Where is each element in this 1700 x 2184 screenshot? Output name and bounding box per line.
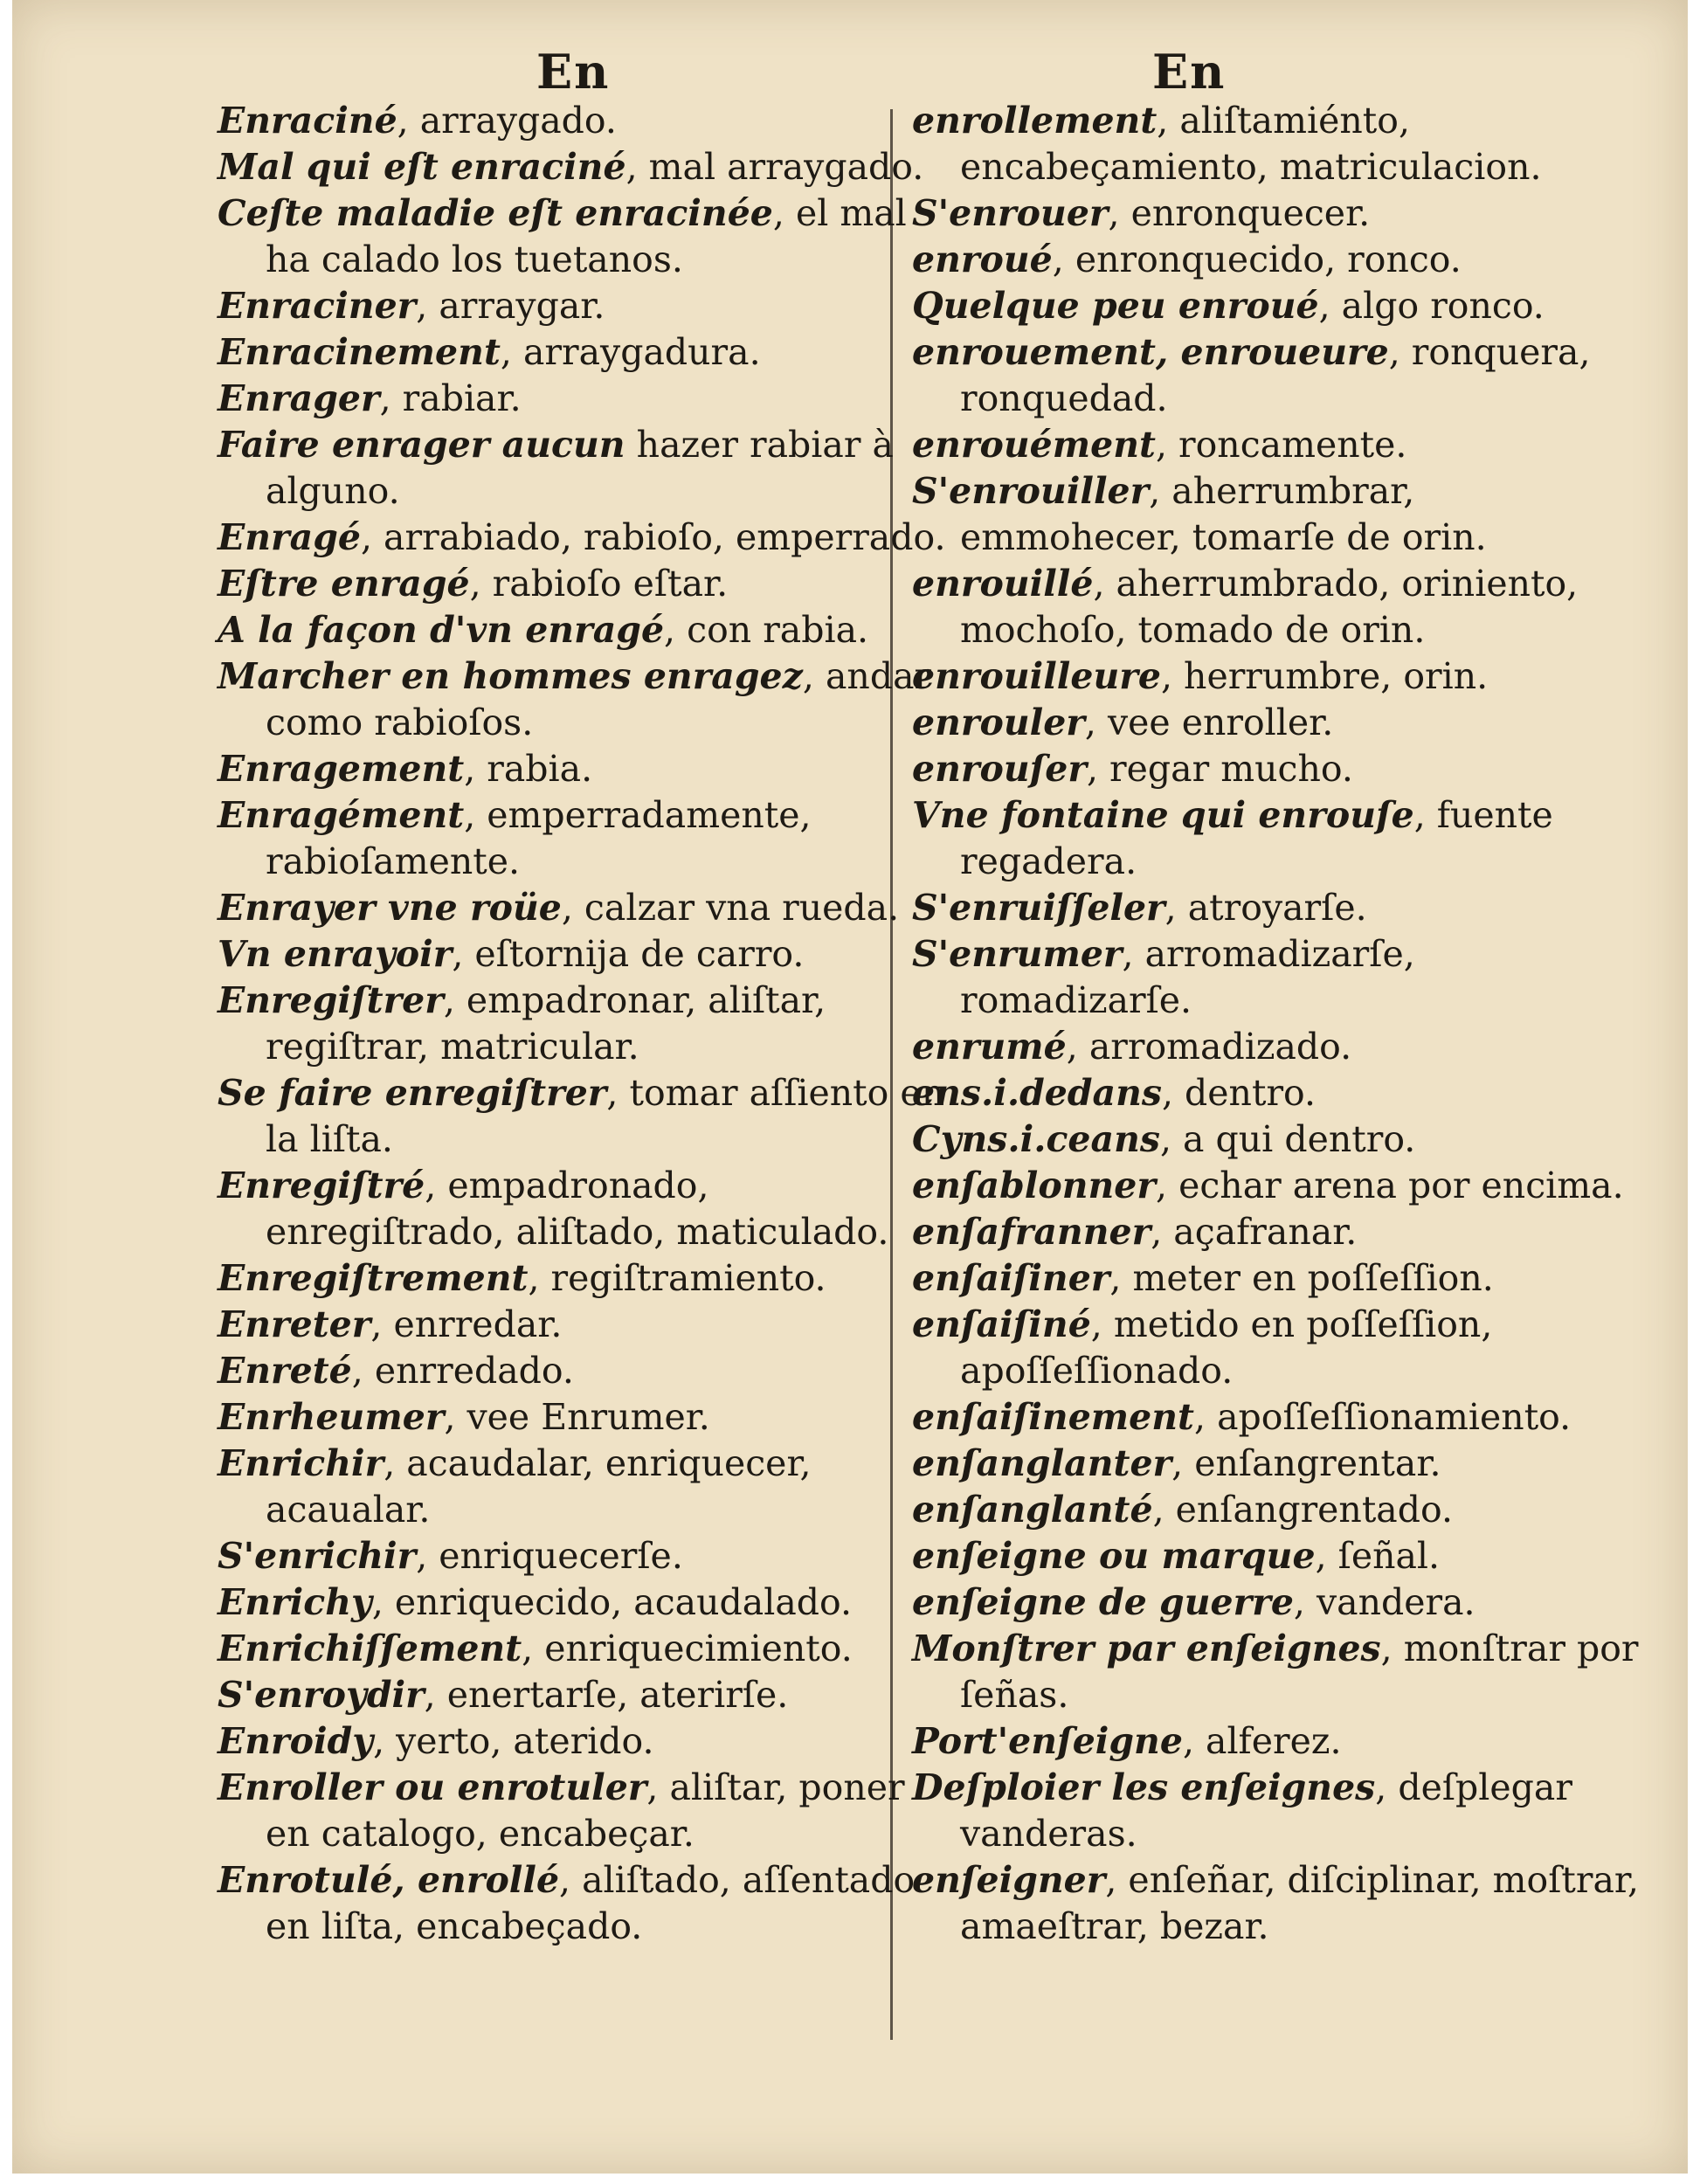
dictionary-entry: [218, 98, 947, 144]
dictionary-entry: [218, 746, 947, 792]
dictionary-entry: [912, 190, 1646, 237]
dictionary-entry: [912, 1857, 1646, 1950]
translation: , regar mucho.: [1086, 748, 1353, 790]
dictionary-entry: [912, 1718, 1646, 1765]
dictionary-entry: [218, 1302, 947, 1348]
dictionary-entry: [218, 1533, 947, 1579]
dictionary-entry: [912, 1626, 1646, 1718]
translation: , vee enroller.: [1084, 702, 1334, 743]
translation: , monſtrar por ſeñas.: [960, 1628, 1639, 1716]
headword: S'enroydir: [218, 1674, 425, 1716]
headword: Enrichir: [218, 1442, 384, 1484]
headword: Quelque peu enroué: [912, 285, 1319, 327]
translation: , regiſtramiento.: [528, 1257, 826, 1299]
headword: Enregiſtrement: [218, 1257, 529, 1299]
dictionary-entry: [218, 190, 947, 283]
dictionary-entry: [912, 1302, 1646, 1394]
dictionary-entry: [218, 978, 947, 1070]
translation: , metido en poſſeſſion, apoſſeſſionado.: [960, 1303, 1493, 1392]
headword: Enrotulé, enrollé: [218, 1859, 560, 1901]
dictionary-entry: [218, 1348, 947, 1394]
dictionary-entry: [218, 792, 947, 885]
translation: , enriquecimiento.: [522, 1628, 853, 1669]
translation: , aliſtado, aſſentado en liſta, encabeçado.: [266, 1859, 916, 1947]
translation: , calzar vna rueda.: [561, 887, 900, 929]
translation: , aliſtar, poner en catalogo, encabeçar.: [266, 1766, 905, 1855]
headword: Mal qui eſt enraciné: [218, 146, 626, 188]
translation: , arraygadura.: [500, 331, 761, 373]
dictionary-entry: [218, 144, 947, 190]
running-header-left: En: [536, 44, 611, 100]
dictionary-entry: [912, 792, 1646, 885]
headword: enroué: [912, 238, 1053, 280]
headword: Enragément: [218, 794, 465, 836]
translation: , a qui dentro.: [1159, 1118, 1416, 1160]
headword: Faire enrager aucun: [218, 424, 625, 466]
dictionary-entry: [218, 376, 947, 422]
headword: enrollement: [912, 100, 1158, 142]
translation: , empadronado, enregiſtrado, aliſtado, maticulado.: [266, 1165, 889, 1253]
translation: , dentro.: [1161, 1072, 1316, 1114]
dictionary-entry: [912, 1765, 1646, 1857]
headword: Ceſte maladie eſt enracinée: [218, 192, 773, 234]
headword: Cyns.i.ceans: [912, 1118, 1160, 1160]
headword: Enrichy: [218, 1581, 372, 1623]
translation: , enertarſe, aterirſe.: [424, 1674, 789, 1716]
headword: enſaiſiner: [912, 1257, 1110, 1299]
translation: , açafranar.: [1151, 1211, 1358, 1253]
translation: , enſeñar, diſciplinar, moſtrar, amaeſtrar, bezar.: [960, 1859, 1640, 1947]
dictionary-entry: [912, 422, 1646, 468]
dictionary-entry: [218, 607, 947, 653]
headword: A la façon d'vn enragé: [218, 609, 665, 651]
dictionary-entry: [218, 283, 947, 329]
dictionary-entry: [912, 329, 1646, 422]
translation: , arromadizado.: [1066, 1026, 1352, 1068]
headword: ens.i.dedans: [912, 1072, 1162, 1114]
translation: , arrabiado, rabioſo, emperrado.: [360, 516, 946, 558]
translation: , arraygado.: [397, 100, 617, 142]
dictionary-entry: [912, 1116, 1646, 1163]
dictionary-entry: [218, 653, 947, 746]
dictionary-entry: [912, 561, 1646, 653]
headword: enſeigne de guerre: [912, 1581, 1294, 1623]
headword: enrouément: [912, 424, 1156, 466]
translation: hazer rabiar à alguno.: [266, 424, 894, 512]
dictionary-entry: [218, 1579, 947, 1626]
translation: , con rabia.: [664, 609, 869, 651]
translation: , acaudalar, enriquecer, acaualar.: [266, 1442, 812, 1531]
translation: , eſtornija de carro.: [452, 933, 805, 975]
headword: Enregiſtrer: [218, 979, 444, 1021]
dictionary-entry: [218, 1718, 947, 1765]
dictionary-entry: [912, 1255, 1646, 1302]
headword: enſaiſinement: [912, 1396, 1194, 1438]
dictionary-entry: [218, 515, 947, 561]
translation: , alferez.: [1182, 1720, 1342, 1762]
headword: S'enrouer: [912, 192, 1109, 234]
dictionary-entry: [912, 700, 1646, 746]
headword: enrouilleure: [912, 655, 1161, 697]
translation: , enrredado.: [351, 1350, 574, 1392]
headword: Enragé: [218, 516, 361, 558]
translation: , andar como rabioſos.: [266, 655, 932, 743]
dictionary-entry: [912, 98, 1646, 190]
headword: enrouillé: [912, 563, 1094, 605]
headword: Enraciné: [218, 100, 397, 142]
translation: , enſangrentado.: [1152, 1489, 1453, 1531]
right-column: [912, 98, 1646, 1950]
headword: Enrheumer: [218, 1396, 445, 1438]
headword: Enrichiſſement: [218, 1628, 522, 1669]
dictionary-entry: [912, 931, 1646, 1024]
dictionary-entry: [912, 1579, 1646, 1626]
translation: , deſplegar vanderas.: [960, 1766, 1572, 1855]
translation: , rabia.: [464, 748, 593, 790]
translation: , apoſſeſſionamiento.: [1194, 1396, 1572, 1438]
headword: enſanglanté: [912, 1489, 1153, 1531]
headword: Enroller ou enrotuler: [218, 1766, 647, 1808]
translation: , aherrumbrado, oriniento, mochoſo, tomado de orin.: [960, 563, 1579, 651]
dictionary-entry: [912, 1209, 1646, 1255]
dictionary-entry: [912, 468, 1646, 561]
headword: enrouler: [912, 702, 1085, 743]
dictionary-entry: [218, 1857, 947, 1950]
headword: enſeigner: [912, 1859, 1106, 1901]
dictionary-entry: [912, 653, 1646, 700]
translation: , vee Enrumer.: [444, 1396, 710, 1438]
headword: Enracinement: [218, 331, 501, 373]
translation: , enſangrentar.: [1171, 1442, 1441, 1484]
headword: S'enruiſſeler: [912, 887, 1165, 929]
translation: , herrumbre, orin.: [1160, 655, 1489, 697]
headword: Vn enrayoir: [218, 933, 453, 975]
translation: , fuente regadera.: [960, 794, 1553, 882]
headword: Enragement: [218, 748, 465, 790]
headword: Eſtre enragé: [218, 563, 470, 605]
headword: enrouſer: [912, 748, 1087, 790]
dictionary-entry: [912, 237, 1646, 283]
translation: , meter en poſſeſſion.: [1109, 1257, 1494, 1299]
dictionary-entry: [218, 422, 947, 515]
translation: , roncamente.: [1155, 424, 1407, 466]
translation: , enronquecido, ronco.: [1052, 238, 1462, 280]
translation: , emperradamente, rabioſamente.: [266, 794, 812, 882]
headword: Enrager: [218, 377, 380, 419]
headword: Monſtrer par enſeignes: [912, 1628, 1381, 1669]
headword: enſanglanter: [912, 1442, 1172, 1484]
dictionary-entry: [218, 1394, 947, 1441]
translation: , ronquera, ronquedad.: [960, 331, 1591, 419]
headword: Enraciner: [218, 285, 417, 327]
headword: Port'enſeigne: [912, 1720, 1183, 1762]
headword: Enreter: [218, 1303, 371, 1345]
dictionary-entry: [218, 329, 947, 376]
dictionary-entry: [218, 1626, 947, 1672]
running-header-right: En: [1152, 44, 1227, 100]
dictionary-entry: [912, 1070, 1646, 1116]
translation: , el mal ha calado los tuetanos.: [266, 192, 907, 280]
translation: , enronquecer.: [1108, 192, 1371, 234]
dictionary-entry: [912, 1441, 1646, 1487]
dictionary-entry: [912, 885, 1646, 931]
headword: S'enrichir: [218, 1535, 417, 1577]
headword: Enrayer vne roüe: [218, 887, 562, 929]
translation: , enriquecido, acaudalado.: [371, 1581, 853, 1623]
translation: , ſeñal.: [1315, 1535, 1441, 1577]
translation: , aliſtamiénto, encabeçamiento, matriculacion.: [960, 100, 1542, 188]
translation: , tomar aſſiento en la liſta.: [266, 1072, 945, 1160]
translation: , yerto, aterido.: [373, 1720, 654, 1762]
headword: Deſploier les enſeignes: [912, 1766, 1376, 1808]
dictionary-entry: [218, 1441, 947, 1533]
headword: Enroidy: [218, 1720, 374, 1762]
dictionary-entry: [912, 1394, 1646, 1441]
dictionary-entry: [912, 1487, 1646, 1533]
headword: Enregiſtré: [218, 1165, 425, 1206]
translation: , empadronar, aliſtar, regiſtrar, matricular.: [266, 979, 826, 1068]
translation: , vandera.: [1293, 1581, 1475, 1623]
dictionary-entry: [218, 1163, 947, 1255]
dictionary-entry: [218, 1672, 947, 1718]
headword: Se faire enregiſtrer: [218, 1072, 607, 1114]
translation: , mal arraygado.: [625, 146, 924, 188]
headword: S'enrouiller: [912, 470, 1150, 512]
translation: , enriquecerſe.: [416, 1535, 683, 1577]
headword: S'enrumer: [912, 933, 1123, 975]
dictionary-entry: [912, 1024, 1646, 1070]
translation: , echar arena por encima.: [1156, 1165, 1624, 1206]
headword: enſeigne ou marque: [912, 1535, 1316, 1577]
translation: , enrredar.: [370, 1303, 563, 1345]
headword: enſablonner: [912, 1165, 1156, 1206]
translation: , rabiar.: [379, 377, 522, 419]
headword: Marcher en hommes enragez: [218, 655, 803, 697]
dictionary-entry: [218, 1070, 947, 1163]
dictionary-entry: [218, 1255, 947, 1302]
headword: Vne fontaine qui enrouſe: [912, 794, 1414, 836]
dictionary-entry: [218, 931, 947, 978]
dictionary-entry: [912, 746, 1646, 792]
dictionary-entry: [912, 283, 1646, 329]
headword: enſaiſiné: [912, 1303, 1091, 1345]
translation: , algo ronco.: [1318, 285, 1545, 327]
translation: , arraygar.: [416, 285, 605, 327]
translation: , arromadizarſe, romadizarſe.: [960, 933, 1415, 1021]
dictionary-entry: [912, 1163, 1646, 1209]
page: [12, 0, 1688, 2174]
translation: , rabioſo eſtar.: [469, 563, 729, 605]
headword: enrouement, enroueure: [912, 331, 1389, 373]
dictionary-entry: [218, 1765, 947, 1857]
headword: enrumé: [912, 1026, 1067, 1068]
dictionary-entry: [218, 885, 947, 931]
headword: enſafranner: [912, 1211, 1151, 1253]
translation: , atroyarſe.: [1164, 887, 1367, 929]
headword: Enreté: [218, 1350, 352, 1392]
dictionary-entry: [218, 561, 947, 607]
dictionary-entry: [912, 1533, 1646, 1579]
left-column: [218, 98, 947, 1950]
translation: , aherrumbrar, emmohecer, tomarſe de orin.: [960, 470, 1487, 558]
